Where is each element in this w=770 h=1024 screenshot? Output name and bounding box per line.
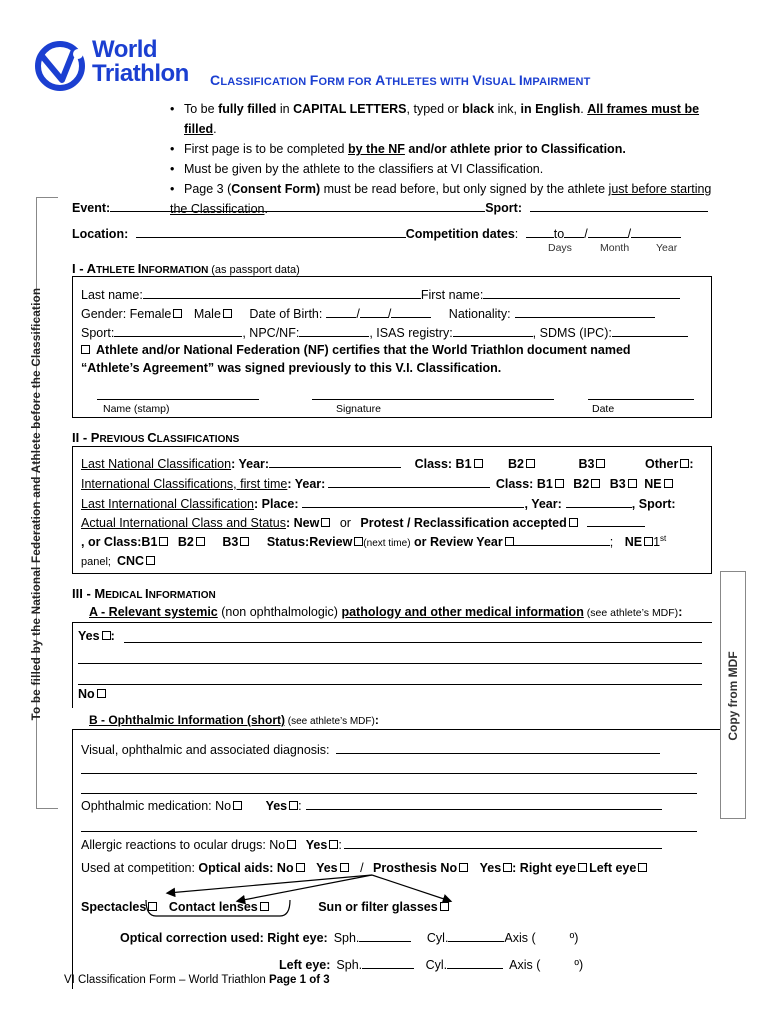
diagnosis-line-2[interactable] xyxy=(81,773,697,774)
optical-aid-types-row: Spectacles Contact lenses Sun or filter glasses xyxy=(81,900,449,914)
date-hint-year: Year xyxy=(656,242,678,254)
new-checkbox[interactable] xyxy=(321,518,330,527)
female-checkbox[interactable] xyxy=(173,309,182,318)
arrow-to-sun-glasses xyxy=(372,875,450,901)
section-previous-classifications-heading: II - PREVIOUS CLASSIFICATIONS xyxy=(72,430,240,445)
male-checkbox[interactable] xyxy=(223,309,232,318)
ophthalmic-heading: B - Ophthalmic Information (short) (see athlete’s MDF): xyxy=(89,713,379,727)
national-b2-checkbox[interactable] xyxy=(526,459,535,468)
prosthesis-yes-checkbox[interactable] xyxy=(503,863,512,872)
competition-to-day-field[interactable] xyxy=(564,226,584,238)
left-cyl-field[interactable] xyxy=(447,957,503,969)
ophthalmic-box-top xyxy=(72,729,720,730)
instruction-item: • First page is to be completed by the NF and/or athlete prior to Classification. xyxy=(170,139,730,159)
national-b3-checkbox[interactable] xyxy=(596,459,605,468)
intl-ne-checkbox[interactable] xyxy=(664,479,673,488)
prosthesis-no-checkbox[interactable] xyxy=(459,863,468,872)
athlete-sport-field[interactable] xyxy=(114,325,242,337)
instruction-item: • Page 3 (Consent Form) must be read before, but only signed by the athlete just before starting the Classification. xyxy=(170,179,730,219)
optical-aids-yes-checkbox[interactable] xyxy=(340,863,349,872)
sun-glasses-checkbox[interactable] xyxy=(440,902,449,911)
footer xyxy=(64,974,330,986)
left-side-label: To be filled by the National Federation and Athlete before the Classification xyxy=(31,287,43,721)
location-row: Location: Competition dates: to / / xyxy=(72,226,681,241)
date-label: Date xyxy=(592,403,615,415)
signature-line[interactable] xyxy=(312,399,554,400)
intl-b1-checkbox[interactable] xyxy=(555,479,564,488)
optical-aids-no-checkbox[interactable] xyxy=(296,863,305,872)
name-stamp-label: Name (stamp) xyxy=(103,403,170,415)
date-hint-days: Days xyxy=(548,242,572,254)
last-international-row: Last International Classification: Place: , Year: , Sport: xyxy=(81,497,676,511)
cnc-checkbox[interactable] xyxy=(146,556,155,565)
gender-row: Gender: Female Male Date of Birth: / / Nationality: xyxy=(81,306,655,321)
left-sph-field[interactable] xyxy=(362,957,414,969)
allergic-field[interactable] xyxy=(344,837,662,849)
date-hint-month: Month xyxy=(600,242,630,254)
dob-year-field[interactable] xyxy=(391,306,431,318)
signature-label: Signature xyxy=(336,403,381,415)
allergic-yes-checkbox[interactable] xyxy=(329,840,338,849)
name-row: Last name: First name: xyxy=(81,287,680,302)
sport-field[interactable] xyxy=(530,200,708,212)
medication-yes-checkbox[interactable] xyxy=(289,801,298,810)
national-b1-checkbox[interactable] xyxy=(474,459,483,468)
used-at-competition-row: Used at competition: Optical aids: No Yes / Prosthesis No Yes : Right eye Left eye xyxy=(81,861,647,875)
logo-line2: Triathlon xyxy=(92,60,189,87)
panel-row: panel; CNC xyxy=(81,554,155,568)
section-athlete-information-heading: I - ATHLETE INFORMATION (as passport data) xyxy=(72,261,300,276)
national-year-field[interactable] xyxy=(269,456,401,468)
instruction-item: • To be fully filled in CAPITAL LETTERS, typed or black ink, in English. All frames must be filled. xyxy=(170,99,730,139)
or-class-row: , or Class:B1 B2 B3 Status:Review (next time) or Review Year ; NE 1st xyxy=(81,534,667,550)
competition-month-field[interactable] xyxy=(588,226,628,238)
national-other-checkbox[interactable] xyxy=(680,459,689,468)
medication-no-checkbox[interactable] xyxy=(233,801,242,810)
sdms-field[interactable] xyxy=(612,325,688,337)
diagnosis-line-3[interactable] xyxy=(81,793,697,794)
contact-lenses-bracket xyxy=(144,894,294,922)
current-b1-checkbox[interactable] xyxy=(159,537,168,546)
last-name-field[interactable] xyxy=(143,287,421,299)
systemic-line-3[interactable] xyxy=(78,684,702,685)
agreement-text: “Athlete’s Agreement” was signed previously to this V.I. Classification. xyxy=(81,361,502,375)
prosthesis-right-eye-checkbox[interactable] xyxy=(578,863,587,872)
ophthalmic-box-left xyxy=(72,729,73,989)
footer-text: VI Classification Form – World Triathlon xyxy=(64,974,269,986)
nationality-field[interactable] xyxy=(515,306,655,318)
review-year-field[interactable] xyxy=(514,534,610,546)
first-name-field[interactable] xyxy=(483,287,680,299)
medication-line-2[interactable] xyxy=(81,831,697,832)
allergic-row: Allergic reactions to ocular drugs: No Yes : xyxy=(81,837,662,852)
event-field[interactable] xyxy=(110,200,485,212)
competition-day-field[interactable] xyxy=(526,226,554,238)
event-row: Event: Sport: xyxy=(72,200,708,215)
certifies-row: Athlete and/or National Federation (NF) certifies that the World Triathlon document named xyxy=(81,343,631,357)
review-year-checkbox[interactable] xyxy=(505,537,514,546)
visual-diagnosis-row: Visual, ophthalmic and associated diagnosis: xyxy=(81,742,660,757)
npc-nf-field[interactable] xyxy=(299,325,369,337)
certifies-checkbox[interactable] xyxy=(81,345,90,354)
page-number: Page 1 of 3 xyxy=(268,974,330,986)
ne1st-checkbox[interactable] xyxy=(644,537,653,546)
form-title: CLASSIFICATION FORM FOR ATHLETES WITH VISUAL IMPAIRMENT xyxy=(210,72,591,88)
competition-year-field[interactable] xyxy=(631,226,681,238)
name-stamp-line[interactable] xyxy=(97,399,259,400)
last-intl-year-field[interactable] xyxy=(566,496,632,508)
allergic-no-checkbox[interactable] xyxy=(287,840,296,849)
current-b3-checkbox[interactable] xyxy=(240,537,249,546)
current-b2-checkbox[interactable] xyxy=(196,537,205,546)
systemic-line-1[interactable] xyxy=(124,642,702,643)
medication-row: Ophthalmic medication: No Yes : xyxy=(81,798,662,813)
international-first-row: International Classifications, first time: Year: Class: B1 B2 B3 NE xyxy=(81,476,673,491)
intl-first-year-field[interactable] xyxy=(328,476,490,488)
right-eye-correction-row: Optical correction used: Right eye: Sph. Cyl. Axis ( º) xyxy=(120,931,579,945)
systemic-yes-checkbox[interactable] xyxy=(102,631,111,640)
instruction-item: • Must be given by the athlete to the classifiers at VI Classification. xyxy=(170,159,730,179)
copy-from-mdf-label: Copy from MDF xyxy=(726,651,740,741)
visual-diagnosis-field[interactable] xyxy=(336,742,660,754)
last-intl-place-field[interactable] xyxy=(302,496,524,508)
arrow-to-spectacles xyxy=(168,875,372,893)
protest-field[interactable] xyxy=(587,515,645,527)
isas-registry-field[interactable] xyxy=(453,325,533,337)
right-side-label-frame xyxy=(720,571,746,819)
logo-globe-icon xyxy=(34,36,90,96)
systemic-yes-row: Yes : xyxy=(78,629,115,643)
right-sph-field[interactable] xyxy=(359,930,411,942)
protest-checkbox[interactable] xyxy=(569,518,578,527)
systemic-pathology-heading: A - Relevant systemic (non ophthalmologic) pathology and other medical information (see athlete’s MDF): xyxy=(89,605,683,619)
actual-class-row: Actual International Class and Status: New or Protest / Reclassification accepted xyxy=(81,515,645,530)
systemic-line-2[interactable] xyxy=(78,663,702,664)
intl-b2-checkbox[interactable] xyxy=(591,479,600,488)
logo-line1: World xyxy=(92,36,158,63)
medication-field[interactable] xyxy=(306,798,662,810)
systemic-no-checkbox[interactable] xyxy=(97,689,106,698)
status-review-checkbox[interactable] xyxy=(354,537,363,546)
right-axis-field[interactable] xyxy=(536,930,570,942)
left-axis-field[interactable] xyxy=(540,957,574,969)
systemic-box xyxy=(72,622,712,708)
dob-day-field[interactable] xyxy=(326,306,356,318)
section-medical-information-heading: III - MEDICAL INFORMATION xyxy=(72,586,216,601)
right-cyl-field[interactable] xyxy=(448,930,504,942)
location-field[interactable] xyxy=(136,226,406,238)
dob-month-field[interactable] xyxy=(360,306,388,318)
logo-wordmark xyxy=(92,38,189,86)
world-triathlon-logo xyxy=(34,36,194,96)
prosthesis-left-eye-checkbox[interactable] xyxy=(638,863,647,872)
intl-b3-checkbox[interactable] xyxy=(628,479,637,488)
last-national-row: Last National Classification: Year: Class: B1 B2 B3 Other : xyxy=(81,457,694,471)
systemic-no-row: No xyxy=(78,687,106,701)
left-eye-correction-row: Left eye: Sph. Cyl. Axis ( º) xyxy=(279,958,584,972)
sport-npc-row: Sport: , NPC/NF: , ISAS registry: , SDMS (IPC): xyxy=(81,325,688,340)
date-line[interactable] xyxy=(588,399,694,400)
left-side-label-frame xyxy=(31,197,58,809)
